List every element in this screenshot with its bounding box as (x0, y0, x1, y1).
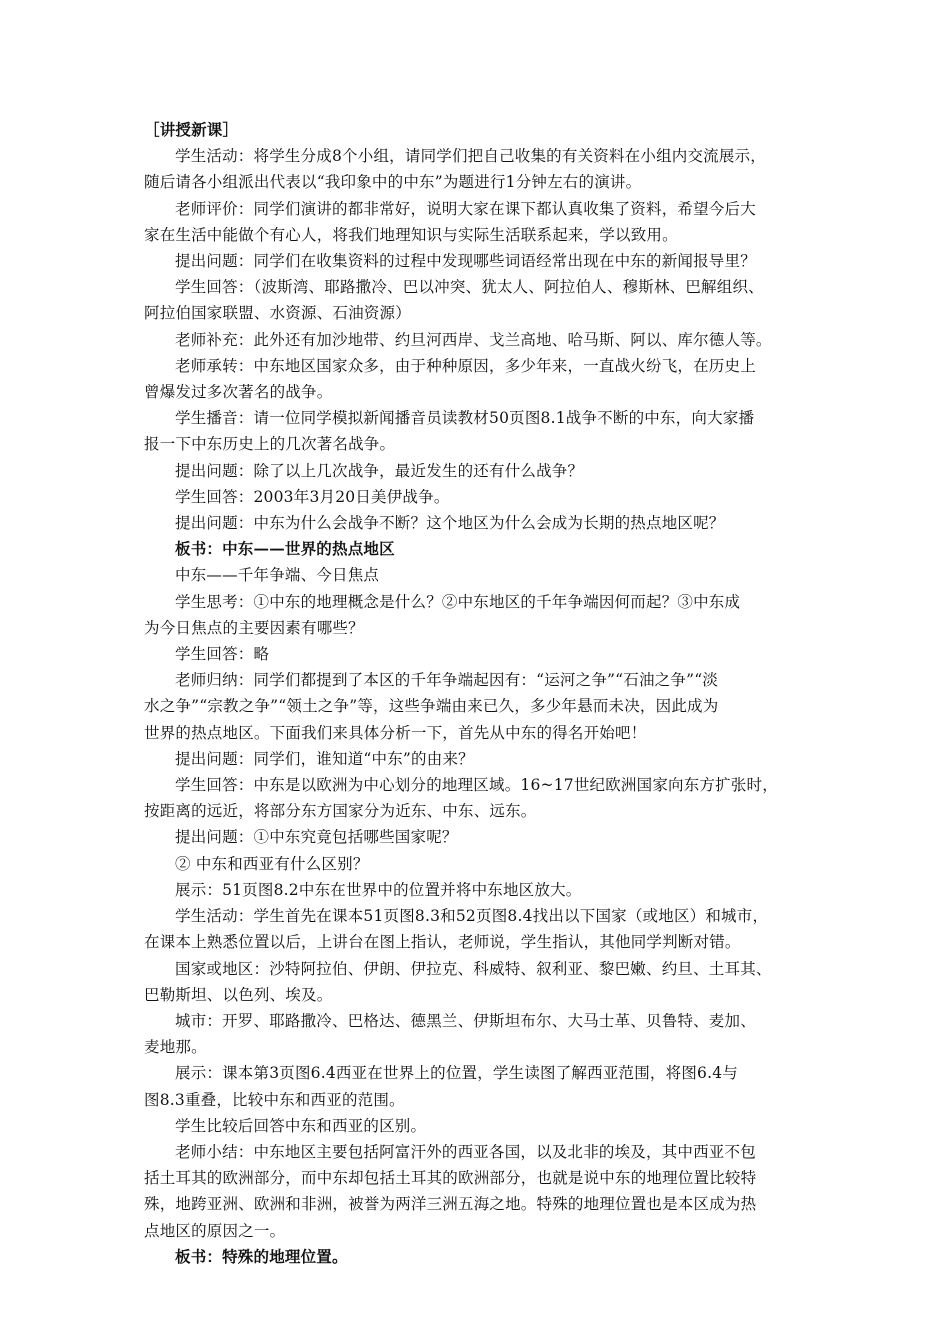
text-line: 展示：课本第3页图6.4西亚在世界上的位置，学生读图了解西亚范围，将图6.4与 (175, 1064, 738, 1083)
heading-line: 板书：中东——世界的热点地区 (175, 539, 395, 559)
text-line: 学生思考：①中东的地理概念是什么？②中东地区的千年争端因何而起？③中东成 (175, 592, 741, 611)
text-line: 学生回答：略 (175, 645, 270, 664)
text-line: 阿拉伯国家联盟、水资源、石油资源） (144, 304, 411, 323)
text-line: 老师归纳：同学们都提到了本区的千年争端起因有：“运河之争”“石油之争”“淡 (175, 671, 719, 690)
text-line: 麦地那。 (144, 1038, 207, 1057)
text-line: 国家或地区：沙特阿拉伯、伊朗、伊拉克、科威特、叙利亚、黎巴嫩、约旦、土耳其、 (175, 959, 772, 978)
document-body (144, 117, 824, 1270)
text-line: 提出问题：①中东究竟包括哪些国家呢？ (175, 828, 458, 847)
text-line: 老师评价：同学们演讲的都非常好，说明大家在课下都认真收集了资料，希望今后大 (175, 199, 756, 218)
text-line: 巴勒斯坦、以色列、埃及。 (144, 985, 333, 1004)
text-line: 随后请各小组派出代表以“我印象中的中东”为题进行1分钟左右的演讲。 (144, 173, 642, 192)
text-line: 图8.3重叠，比较中东和西亚的范围。 (144, 1090, 405, 1109)
text-line: 老师承转：中东地区国家众多，由于种种原因，多少年来，一直战火纷飞，在历史上 (175, 356, 756, 375)
heading-line: 板书：特殊的地理位置。 (175, 1246, 348, 1266)
text-line: 提出问题：同学们，谁知道“中东”的由来？ (175, 749, 474, 768)
text-line: 提出问题：中东为什么会战争不断？这个地区为什么会成为长期的热点地区呢？ (175, 514, 725, 533)
text-line: 为今日焦点的主要因素有哪些？ (144, 618, 364, 637)
text-line: 在课本上熟悉位置以后，上讲台在图上指认，老师说，学生指认，其他同学判断对错。 (144, 933, 741, 952)
text-line: 水之争”“宗教之争”“领土之争”等，这些争端由来已久，多少年悬而未决，因此成为 (144, 697, 719, 716)
text-line: 展示：51页图8.2中东在世界中的位置并将中东地区放大。 (175, 880, 582, 899)
text-line: 报一下中东历史上的几次著名战争。 (144, 435, 396, 454)
text-line: 老师补充：此外还有加沙地带、约旦河西岸、戈兰高地、哈马斯、阿以、库尔德人等。 (175, 330, 772, 349)
text-line: ② 中东和西亚有什么区别？ (175, 854, 369, 873)
text-line: 学生回答：2003年3月20日美伊战争。 (175, 487, 450, 506)
text-line: 提出问题：除了以上几次战争，最近发生的还有什么战争？ (175, 461, 584, 480)
text-line: 曾爆发过多次著名的战争。 (144, 383, 333, 402)
text-line: 提出问题：同学们在收集资料的过程中发现哪些词语经常出现在中东的新闻报导里？ (175, 252, 756, 271)
text-line: 城市：开罗、耶路撒冷、巴格达、德黑兰、伊斯坦布尔、大马士革、贝鲁特、麦加、 (175, 1011, 756, 1030)
text-line: 学生播音：请一位同学模拟新闻播音员读教材50页图8.1战争不断的中东，向大家播 (175, 409, 755, 428)
text-line: 括土耳其的欧洲部分，而中东却包括土耳其的欧洲部分，也就是说中东的地理位置比较特 (144, 1169, 757, 1188)
text-line: 学生回答：（波斯湾、耶路撒冷、巴以冲突、犹太人、阿拉伯人、穆斯林、巴解组织、 (175, 278, 764, 297)
text-line: 殊，地跨亚洲、欧洲和非洲，被誉为两洋三洲五海之地。特殊的地理位置也是本区成为热 (144, 1195, 757, 1214)
text-line: 世界的热点地区。下面我们来具体分析一下，首先从中东的得名开始吧！ (144, 723, 647, 742)
text-line: 点地区的原因之一。 (144, 1221, 286, 1240)
text-line: 学生活动：将学生分成8个小组，请同学们把自己收集的有关资料在小组内交流展示， (175, 147, 766, 166)
text-line: 学生回答：中东是以欧洲为中心划分的地理区域。16~17世纪欧洲国家向东方扩张时， (175, 776, 778, 795)
heading-line: ［讲授新课］ (144, 120, 239, 139)
text-line: 学生比较后回答中东和西亚的区别。 (175, 1116, 427, 1135)
text-line: 学生活动：学生首先在课本51页图8.3和52页图8.4找出以下国家（或地区）和城市， (175, 907, 769, 926)
text-line: 家在生活中能做个有心人，将我们地理知识与实际生活联系起来，学以致用。 (144, 225, 678, 244)
text-line: 中东——千年争端、今日焦点 (175, 566, 380, 585)
text-line: 按距离的远近，将部分东方国家分为近东、中东、远东。 (144, 802, 537, 821)
text-line: 老师小结：中东地区主要包括阿富汗外的西亚各国，以及北非的埃及，其中西亚不包 (175, 1142, 756, 1161)
